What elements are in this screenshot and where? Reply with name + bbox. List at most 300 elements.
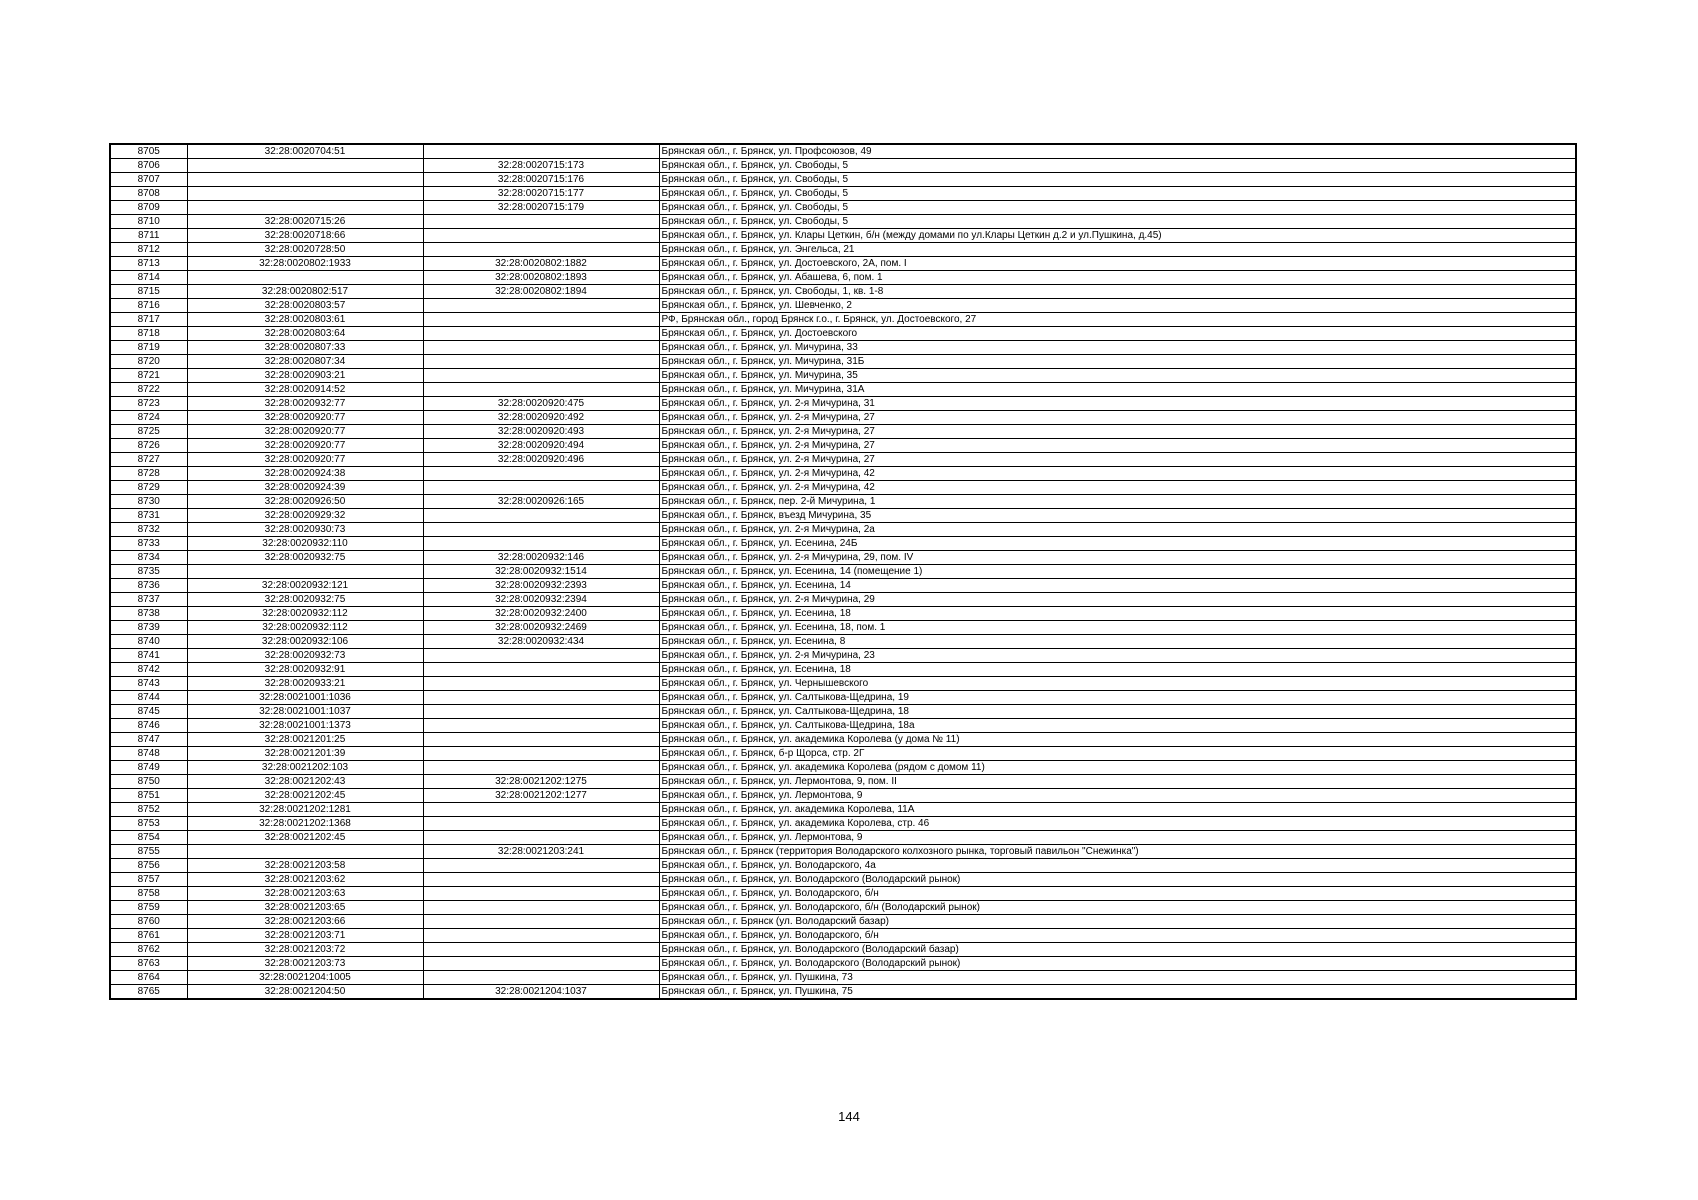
table-row: [110, 271, 1576, 285]
record-number-cell: 8719: [110, 341, 187, 355]
address-cell: Брянская обл., г. Брянск, ул. Достоевского, 2А, пом. I: [659, 257, 1576, 271]
table-row: [110, 691, 1576, 705]
land-cadastral-number-cell: 32:28:0020803:61: [187, 313, 423, 327]
object-cadastral-number-cell: [423, 313, 659, 327]
record-number-cell: 8736: [110, 579, 187, 593]
object-cadastral-number-cell: [423, 523, 659, 537]
land-cadastral-number-cell: 32:28:0020932:91: [187, 663, 423, 677]
land-cadastral-number-cell: 32:28:0020930:73: [187, 523, 423, 537]
record-number-cell: 8762: [110, 943, 187, 957]
record-number-cell: 8743: [110, 677, 187, 691]
record-number-cell: 8737: [110, 593, 187, 607]
land-cadastral-number-cell: [187, 173, 423, 187]
table-row: [110, 929, 1576, 943]
record-number-cell: 8734: [110, 551, 187, 565]
object-cadastral-number-cell: 32:28:0020802:1894: [423, 285, 659, 299]
address-cell: Брянская обл., г. Брянск, ул. академика Королева, стр. 46: [659, 817, 1576, 831]
record-number-cell: 8733: [110, 537, 187, 551]
table-row: [110, 579, 1576, 593]
table-row: [110, 859, 1576, 873]
address-cell: Брянская обл., г. Брянск (ул. Володарский базар): [659, 915, 1576, 929]
record-number-cell: 8755: [110, 845, 187, 859]
object-cadastral-number-cell: 32:28:0021202:1277: [423, 789, 659, 803]
record-number-cell: 8712: [110, 243, 187, 257]
address-cell: Брянская обл., г. Брянск, ул. Володарского (Володарский рынок): [659, 957, 1576, 971]
address-cell: Брянская обл., г. Брянск, ул. 2-я Мичурина, 29, пом. IV: [659, 551, 1576, 565]
record-number-cell: 8746: [110, 719, 187, 733]
address-cell: Брянская обл., г. Брянск, ул. Лермонтова, 9: [659, 831, 1576, 845]
object-cadastral-number-cell: [423, 761, 659, 775]
table-row: [110, 495, 1576, 509]
land-cadastral-number-cell: 32:28:0020932:77: [187, 397, 423, 411]
object-cadastral-number-cell: 32:28:0021203:241: [423, 845, 659, 859]
land-cadastral-number-cell: 32:28:0021202:1368: [187, 817, 423, 831]
land-cadastral-number-cell: 32:28:0021202:43: [187, 775, 423, 789]
object-cadastral-number-cell: 32:28:0020802:1882: [423, 257, 659, 271]
object-cadastral-number-cell: 32:28:0020715:173: [423, 159, 659, 173]
object-cadastral-number-cell: [423, 803, 659, 817]
record-number-cell: 8729: [110, 481, 187, 495]
land-cadastral-number-cell: 32:28:0021203:58: [187, 859, 423, 873]
table-row: [110, 397, 1576, 411]
table-row: [110, 733, 1576, 747]
land-cadastral-number-cell: 32:28:0021203:71: [187, 929, 423, 943]
table-row: [110, 831, 1576, 845]
land-cadastral-number-cell: 32:28:0020718:66: [187, 229, 423, 243]
table-row: [110, 845, 1576, 859]
table-row: [110, 439, 1576, 453]
record-number-cell: 8725: [110, 425, 187, 439]
address-cell: Брянская обл., г. Брянск, ул. Мичурина, 31Б: [659, 355, 1576, 369]
object-cadastral-number-cell: 32:28:0020932:146: [423, 551, 659, 565]
record-number-cell: 8732: [110, 523, 187, 537]
land-cadastral-number-cell: [187, 845, 423, 859]
table-row: [110, 677, 1576, 691]
land-cadastral-number-cell: 32:28:0021202:45: [187, 789, 423, 803]
table-row: [110, 313, 1576, 327]
address-cell: Брянская обл., г. Брянск, ул. академика Королева, 11А: [659, 803, 1576, 817]
record-number-cell: 8753: [110, 817, 187, 831]
address-cell: Брянская обл., г. Брянск, ул. Есенина, 18: [659, 663, 1576, 677]
object-cadastral-number-cell: [423, 215, 659, 229]
land-cadastral-number-cell: [187, 159, 423, 173]
object-cadastral-number-cell: [423, 537, 659, 551]
object-cadastral-number-cell: [423, 929, 659, 943]
land-cadastral-number-cell: 32:28:0020929:32: [187, 509, 423, 523]
address-cell: Брянская обл., г. Брянск, ул. Свободы, 5: [659, 173, 1576, 187]
record-number-cell: 8724: [110, 411, 187, 425]
address-cell: Брянская обл., г. Брянск, ул. Лермонтова, 9: [659, 789, 1576, 803]
record-number-cell: 8718: [110, 327, 187, 341]
record-number-cell: 8764: [110, 971, 187, 985]
table-row: [110, 649, 1576, 663]
record-number-cell: 8749: [110, 761, 187, 775]
table-row: [110, 943, 1576, 957]
record-number-cell: 8765: [110, 985, 187, 1000]
land-cadastral-number-cell: 32:28:0021204:50: [187, 985, 423, 1000]
object-cadastral-number-cell: [423, 509, 659, 523]
land-cadastral-number-cell: 32:28:0020932:73: [187, 649, 423, 663]
object-cadastral-number-cell: [423, 971, 659, 985]
land-cadastral-number-cell: 32:28:0021202:45: [187, 831, 423, 845]
land-cadastral-number-cell: 32:28:0021204:1005: [187, 971, 423, 985]
address-cell: РФ, Брянская обл., город Брянск г.о., г. Брянск, ул. Достоевского, 27: [659, 313, 1576, 327]
object-cadastral-number-cell: [423, 649, 659, 663]
table-row: [110, 537, 1576, 551]
land-cadastral-number-cell: 32:28:0020924:39: [187, 481, 423, 495]
registry-table-body: [110, 144, 1576, 999]
land-cadastral-number-cell: 32:28:0020932:112: [187, 607, 423, 621]
address-cell: Брянская обл., г. Брянск, пер. 2-й Мичурина, 1: [659, 495, 1576, 509]
land-cadastral-number-cell: 32:28:0021203:62: [187, 873, 423, 887]
record-number-cell: 8741: [110, 649, 187, 663]
table-row: [110, 355, 1576, 369]
land-cadastral-number-cell: 32:28:0021201:25: [187, 733, 423, 747]
object-cadastral-number-cell: [423, 719, 659, 733]
table-row: [110, 257, 1576, 271]
land-cadastral-number-cell: 32:28:0021203:66: [187, 915, 423, 929]
land-cadastral-number-cell: 32:28:0021201:39: [187, 747, 423, 761]
address-cell: Брянская обл., г. Брянск, ул. Есенина, 8: [659, 635, 1576, 649]
land-cadastral-number-cell: [187, 187, 423, 201]
address-cell: Брянская обл., г. Брянск, ул. Мичурина, 31А: [659, 383, 1576, 397]
land-cadastral-number-cell: 32:28:0021202:103: [187, 761, 423, 775]
record-number-cell: 8761: [110, 929, 187, 943]
record-number-cell: 8760: [110, 915, 187, 929]
land-cadastral-number-cell: 32:28:0020903:21: [187, 369, 423, 383]
land-cadastral-number-cell: 32:28:0020920:77: [187, 439, 423, 453]
object-cadastral-number-cell: 32:28:0020715:176: [423, 173, 659, 187]
address-cell: Брянская обл., г. Брянск, ул. Абашева, 6, пом. 1: [659, 271, 1576, 285]
address-cell: Брянская обл., г. Брянск, ул. Мичурина, 33: [659, 341, 1576, 355]
land-cadastral-number-cell: 32:28:0020803:57: [187, 299, 423, 313]
land-cadastral-number-cell: 32:28:0020920:77: [187, 453, 423, 467]
object-cadastral-number-cell: [423, 467, 659, 481]
address-cell: Брянская обл., г. Брянск, ул. Есенина, 24Б: [659, 537, 1576, 551]
address-cell: Брянская обл., г. Брянск, ул. Володарского, б/н: [659, 929, 1576, 943]
table-row: [110, 229, 1576, 243]
land-cadastral-number-cell: 32:28:0020807:33: [187, 341, 423, 355]
land-cadastral-number-cell: [187, 271, 423, 285]
address-cell: Брянская обл., г. Брянск, ул. 2-я Мичурина, 23: [659, 649, 1576, 663]
land-cadastral-number-cell: 32:28:0020932:110: [187, 537, 423, 551]
record-number-cell: 8754: [110, 831, 187, 845]
object-cadastral-number-cell: [423, 327, 659, 341]
record-number-cell: 8757: [110, 873, 187, 887]
address-cell: Брянская обл., г. Брянск, ул. Клары Цеткин, б/н (между домами по ул.Клары Цеткин д.2 и ул.Пушкина, д.45): [659, 229, 1576, 243]
record-number-cell: 8709: [110, 201, 187, 215]
object-cadastral-number-cell: [423, 383, 659, 397]
land-cadastral-number-cell: 32:28:0020920:77: [187, 425, 423, 439]
record-number-cell: 8740: [110, 635, 187, 649]
object-cadastral-number-cell: [423, 243, 659, 257]
table-row: [110, 985, 1576, 1000]
land-cadastral-number-cell: 32:28:0021203:63: [187, 887, 423, 901]
land-cadastral-number-cell: [187, 201, 423, 215]
address-cell: Брянская обл., г. Брянск, ул. Есенина, 18: [659, 607, 1576, 621]
record-number-cell: 8726: [110, 439, 187, 453]
record-number-cell: 8739: [110, 621, 187, 635]
address-cell: Брянская обл., г. Брянск, ул. Чернышевского: [659, 677, 1576, 691]
record-number-cell: 8711: [110, 229, 187, 243]
land-cadastral-number-cell: 32:28:0020926:50: [187, 495, 423, 509]
record-number-cell: 8751: [110, 789, 187, 803]
record-number-cell: 8721: [110, 369, 187, 383]
record-number-cell: 8716: [110, 299, 187, 313]
object-cadastral-number-cell: [423, 831, 659, 845]
address-cell: Брянская обл., г. Брянск, ул. Пушкина, 75: [659, 985, 1576, 1000]
object-cadastral-number-cell: [423, 901, 659, 915]
address-cell: Брянская обл., г. Брянск, ул. Лермонтова, 9, пом. II: [659, 775, 1576, 789]
land-cadastral-number-cell: 32:28:0021203:65: [187, 901, 423, 915]
record-number-cell: 8727: [110, 453, 187, 467]
address-cell: Брянская обл., г. Брянск, ул. академика Королева (у дома № 11): [659, 733, 1576, 747]
land-cadastral-number-cell: 32:28:0020807:34: [187, 355, 423, 369]
record-number-cell: 8715: [110, 285, 187, 299]
land-cadastral-number-cell: 32:28:0021203:72: [187, 943, 423, 957]
address-cell: Брянская обл., г. Брянск, ул. Свободы, 5: [659, 187, 1576, 201]
object-cadastral-number-cell: [423, 859, 659, 873]
record-number-cell: 8728: [110, 467, 187, 481]
object-cadastral-number-cell: 32:28:0020920:475: [423, 397, 659, 411]
table-row: [110, 327, 1576, 341]
object-cadastral-number-cell: [423, 733, 659, 747]
object-cadastral-number-cell: [423, 663, 659, 677]
record-number-cell: 8706: [110, 159, 187, 173]
table-row: [110, 144, 1576, 159]
land-cadastral-number-cell: 32:28:0020802:1933: [187, 257, 423, 271]
table-row: [110, 411, 1576, 425]
table-row: [110, 383, 1576, 397]
table-row: [110, 915, 1576, 929]
table-row: [110, 621, 1576, 635]
table-row: [110, 215, 1576, 229]
address-cell: Брянская обл., г. Брянск, ул. 2-я Мичурина, 31: [659, 397, 1576, 411]
table-row: [110, 201, 1576, 215]
address-cell: Брянская обл., г. Брянск, ул. Есенина, 14: [659, 579, 1576, 593]
address-cell: Брянская обл., г. Брянск, ул. академика Королева (рядом с домом 11): [659, 761, 1576, 775]
object-cadastral-number-cell: 32:28:0020932:2393: [423, 579, 659, 593]
table-row: [110, 719, 1576, 733]
record-number-cell: 8722: [110, 383, 187, 397]
record-number-cell: 8708: [110, 187, 187, 201]
object-cadastral-number-cell: [423, 887, 659, 901]
land-cadastral-number-cell: 32:28:0020932:75: [187, 593, 423, 607]
table-row: [110, 901, 1576, 915]
record-number-cell: 8742: [110, 663, 187, 677]
land-cadastral-number-cell: 32:28:0021001:1037: [187, 705, 423, 719]
table-row: [110, 803, 1576, 817]
land-cadastral-number-cell: 32:28:0020704:51: [187, 144, 423, 159]
land-cadastral-number-cell: 32:28:0020802:517: [187, 285, 423, 299]
address-cell: Брянская обл., г. Брянск, ул. Энгельса, 21: [659, 243, 1576, 257]
object-cadastral-number-cell: [423, 691, 659, 705]
address-cell: Брянская обл., г. Брянск, ул. Есенина, 18, пом. 1: [659, 621, 1576, 635]
object-cadastral-number-cell: 32:28:0020920:492: [423, 411, 659, 425]
object-cadastral-number-cell: [423, 229, 659, 243]
table-row: [110, 453, 1576, 467]
object-cadastral-number-cell: 32:28:0020932:1514: [423, 565, 659, 579]
record-number-cell: 8758: [110, 887, 187, 901]
record-number-cell: 8750: [110, 775, 187, 789]
table-row: [110, 789, 1576, 803]
record-number-cell: 8747: [110, 733, 187, 747]
table-row: [110, 523, 1576, 537]
object-cadastral-number-cell: [423, 341, 659, 355]
object-cadastral-number-cell: [423, 355, 659, 369]
address-cell: Брянская обл., г. Брянск, ул. 2-я Мичурина, 2а: [659, 523, 1576, 537]
object-cadastral-number-cell: 32:28:0020715:177: [423, 187, 659, 201]
object-cadastral-number-cell: [423, 705, 659, 719]
object-cadastral-number-cell: [423, 943, 659, 957]
address-cell: Брянская обл., г. Брянск, ул. Свободы, 5: [659, 201, 1576, 215]
object-cadastral-number-cell: [423, 299, 659, 313]
record-number-cell: 8717: [110, 313, 187, 327]
object-cadastral-number-cell: 32:28:0020926:165: [423, 495, 659, 509]
object-cadastral-number-cell: 32:28:0020932:2400: [423, 607, 659, 621]
address-cell: Брянская обл., г. Брянск, ул. 2-я Мичурина, 27: [659, 425, 1576, 439]
object-cadastral-number-cell: [423, 817, 659, 831]
address-cell: Брянская обл., г. Брянск, въезд Мичурина, 35: [659, 509, 1576, 523]
table-row: [110, 817, 1576, 831]
record-number-cell: 8707: [110, 173, 187, 187]
address-cell: Брянская обл., г. Брянск, ул. Мичурина, 35: [659, 369, 1576, 383]
record-number-cell: 8748: [110, 747, 187, 761]
address-cell: Брянская обл., г. Брянск, ул. Володарского (Володарский базар): [659, 943, 1576, 957]
table-row: [110, 747, 1576, 761]
land-cadastral-number-cell: 32:28:0020932:112: [187, 621, 423, 635]
object-cadastral-number-cell: [423, 369, 659, 383]
land-cadastral-number-cell: 32:28:0020932:121: [187, 579, 423, 593]
address-cell: Брянская обл., г. Брянск, ул. Есенина, 14 (помещение 1): [659, 565, 1576, 579]
land-cadastral-number-cell: 32:28:0020715:26: [187, 215, 423, 229]
record-number-cell: 8752: [110, 803, 187, 817]
land-cadastral-number-cell: 32:28:0020924:38: [187, 467, 423, 481]
object-cadastral-number-cell: [423, 747, 659, 761]
page-number: 144: [838, 1109, 860, 1124]
table-row: [110, 887, 1576, 901]
record-number-cell: 8744: [110, 691, 187, 705]
table-row: [110, 761, 1576, 775]
land-cadastral-number-cell: 32:28:0021001:1373: [187, 719, 423, 733]
table-row: [110, 369, 1576, 383]
record-number-cell: 8723: [110, 397, 187, 411]
table-row: [110, 957, 1576, 971]
land-cadastral-number-cell: 32:28:0021202:1281: [187, 803, 423, 817]
object-cadastral-number-cell: [423, 144, 659, 159]
object-cadastral-number-cell: 32:28:0020932:2469: [423, 621, 659, 635]
record-number-cell: 8756: [110, 859, 187, 873]
table-row: [110, 159, 1576, 173]
address-cell: Брянская обл., г. Брянск, ул. Володарского, б/н (Володарский рынок): [659, 901, 1576, 915]
object-cadastral-number-cell: 32:28:0020920:496: [423, 453, 659, 467]
table-row: [110, 775, 1576, 789]
record-number-cell: 8720: [110, 355, 187, 369]
land-cadastral-number-cell: 32:28:0020914:52: [187, 383, 423, 397]
table-row: [110, 663, 1576, 677]
address-cell: Брянская обл., г. Брянск, ул. Салтыкова-Щедрина, 19: [659, 691, 1576, 705]
table-row: [110, 173, 1576, 187]
address-cell: Брянская обл., г. Брянск, ул. Шевченко, 2: [659, 299, 1576, 313]
land-cadastral-number-cell: 32:28:0021203:73: [187, 957, 423, 971]
land-cadastral-number-cell: [187, 565, 423, 579]
object-cadastral-number-cell: [423, 957, 659, 971]
land-cadastral-number-cell: 32:28:0020933:21: [187, 677, 423, 691]
table-row: [110, 299, 1576, 313]
address-cell: Брянская обл., г. Брянск, ул. Пушкина, 73: [659, 971, 1576, 985]
object-cadastral-number-cell: 32:28:0020802:1893: [423, 271, 659, 285]
address-cell: Брянская обл., г. Брянск, ул. Свободы, 5: [659, 159, 1576, 173]
object-cadastral-number-cell: [423, 873, 659, 887]
address-cell: Брянская обл., г. Брянск, ул. Салтыкова-Щедрина, 18: [659, 705, 1576, 719]
record-number-cell: 8713: [110, 257, 187, 271]
address-cell: Брянская обл., г. Брянск, ул. Достоевского: [659, 327, 1576, 341]
record-number-cell: 8714: [110, 271, 187, 285]
record-number-cell: 8730: [110, 495, 187, 509]
object-cadastral-number-cell: [423, 915, 659, 929]
table-row: [110, 425, 1576, 439]
object-cadastral-number-cell: 32:28:0020715:179: [423, 201, 659, 215]
land-cadastral-number-cell: 32:28:0020920:77: [187, 411, 423, 425]
record-number-cell: 8745: [110, 705, 187, 719]
record-number-cell: 8710: [110, 215, 187, 229]
table-row: [110, 971, 1576, 985]
address-cell: Брянская обл., г. Брянск, ул. Свободы, 1, кв. 1-8: [659, 285, 1576, 299]
table-row: [110, 551, 1576, 565]
table-row: [110, 635, 1576, 649]
table-row: [110, 705, 1576, 719]
record-number-cell: 8738: [110, 607, 187, 621]
address-cell: Брянская обл., г. Брянск (территория Володарского колхозного рынка, торговый павильон "Снежинка"): [659, 845, 1576, 859]
address-cell: Брянская обл., г. Брянск, ул. 2-я Мичурина, 42: [659, 467, 1576, 481]
registry-table: [109, 143, 1577, 1000]
address-cell: Брянская обл., г. Брянск, ул. 2-я Мичурина, 42: [659, 481, 1576, 495]
object-cadastral-number-cell: 32:28:0020932:434: [423, 635, 659, 649]
record-number-cell: 8763: [110, 957, 187, 971]
table-row: [110, 341, 1576, 355]
address-cell: Брянская обл., г. Брянск, ул. Володарского, б/н: [659, 887, 1576, 901]
table-row: [110, 873, 1576, 887]
address-cell: Брянская обл., г. Брянск, ул. Профсоюзов, 49: [659, 144, 1576, 159]
table-row: [110, 467, 1576, 481]
object-cadastral-number-cell: 32:28:0020932:2394: [423, 593, 659, 607]
table-row: [110, 243, 1576, 257]
table-row: [110, 565, 1576, 579]
address-cell: Брянская обл., г. Брянск, ул. Володарского (Володарский рынок): [659, 873, 1576, 887]
table-row: [110, 285, 1576, 299]
table-row: [110, 607, 1576, 621]
land-cadastral-number-cell: 32:28:0021001:1036: [187, 691, 423, 705]
record-number-cell: 8759: [110, 901, 187, 915]
address-cell: Брянская обл., г. Брянск, ул. Свободы, 5: [659, 215, 1576, 229]
table-row: [110, 593, 1576, 607]
land-cadastral-number-cell: 32:28:0020728:50: [187, 243, 423, 257]
table-row: [110, 481, 1576, 495]
land-cadastral-number-cell: 32:28:0020932:75: [187, 551, 423, 565]
object-cadastral-number-cell: 32:28:0021202:1275: [423, 775, 659, 789]
address-cell: Брянская обл., г. Брянск, б-р Щорса, стр. 2Г: [659, 747, 1576, 761]
object-cadastral-number-cell: [423, 481, 659, 495]
land-cadastral-number-cell: 32:28:0020803:64: [187, 327, 423, 341]
record-number-cell: 8735: [110, 565, 187, 579]
table-row: [110, 187, 1576, 201]
address-cell: Брянская обл., г. Брянск, ул. Салтыкова-Щедрина, 18а: [659, 719, 1576, 733]
object-cadastral-number-cell: 32:28:0020920:493: [423, 425, 659, 439]
object-cadastral-number-cell: 32:28:0021204:1037: [423, 985, 659, 1000]
address-cell: Брянская обл., г. Брянск, ул. Володарского, 4а: [659, 859, 1576, 873]
address-cell: Брянская обл., г. Брянск, ул. 2-я Мичурина, 27: [659, 439, 1576, 453]
record-number-cell: 8731: [110, 509, 187, 523]
